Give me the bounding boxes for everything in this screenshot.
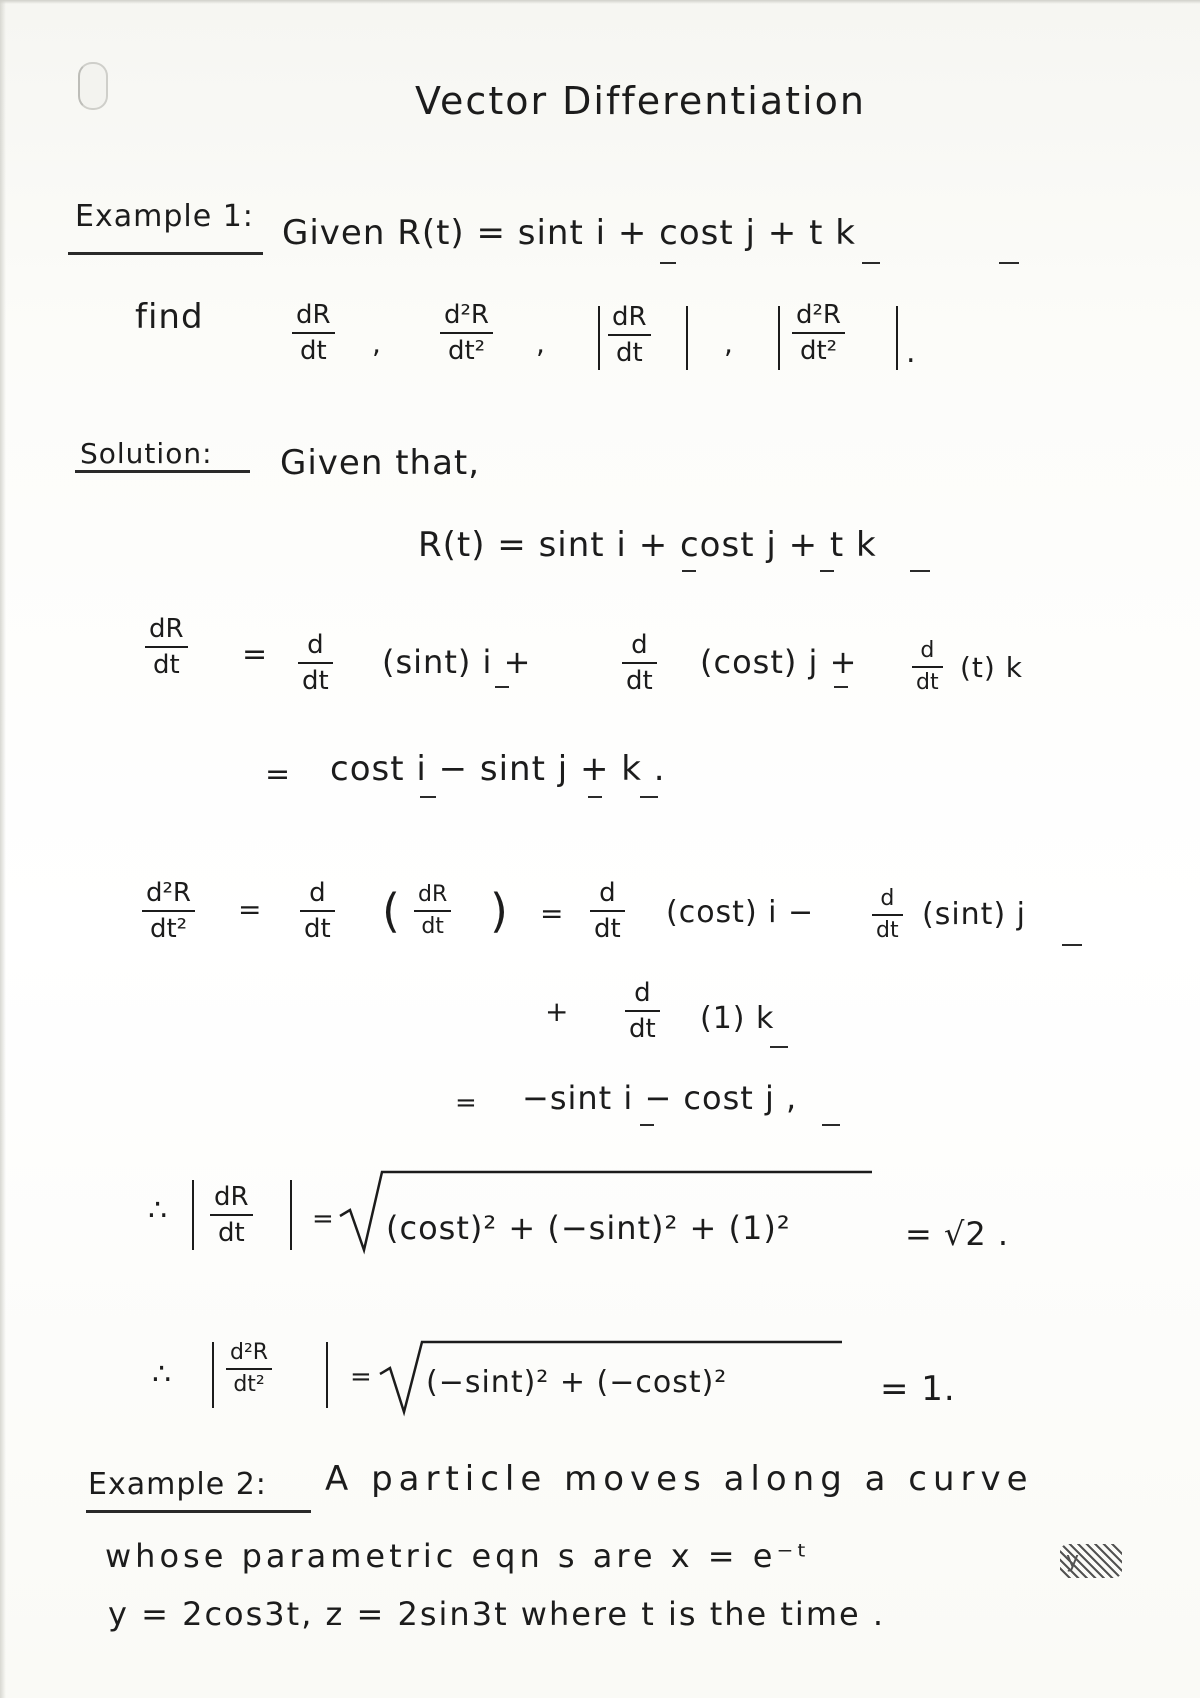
- find-dR-dt: dR dt: [292, 302, 335, 364]
- find-label: find: [135, 297, 204, 337]
- find-separator: ,: [372, 327, 382, 360]
- abs-bar: [212, 1342, 214, 1408]
- abs-bar: [290, 1180, 292, 1250]
- radicand-1: (cost)² + (−sint)² + (1)²: [386, 1209, 791, 1247]
- find-abs-dR-dt: dR dt: [608, 304, 651, 366]
- inner-dR-dt: dR dt: [414, 884, 451, 938]
- radicand-2: (−sint)² + (−cost)²: [426, 1365, 728, 1400]
- abs-bar: [192, 1180, 194, 1250]
- example2-underline: [86, 1510, 311, 1513]
- mag1-result: = √2 .: [905, 1215, 1010, 1253]
- example2-line1: A particle moves along a curve: [325, 1459, 1034, 1499]
- find-abs-d2R-dt2: d²R dt²: [792, 302, 845, 364]
- term-cost-i: (cost) i −: [666, 895, 815, 930]
- term-cost-j: (cost) j +: [700, 643, 858, 681]
- therefore-symbol: ∴: [152, 1357, 173, 1392]
- equals-sign: =: [265, 757, 292, 792]
- d-dt-operator: d dt: [622, 632, 657, 694]
- example1-given: Given R(t) = sint i + cost j + t k: [282, 213, 856, 253]
- abs-bar: [598, 306, 600, 370]
- term-1-k: (1) k: [700, 1001, 775, 1036]
- example1-label: Example 1:: [75, 199, 254, 234]
- equals-sign: =: [238, 893, 263, 926]
- find-separator: ,: [724, 327, 734, 360]
- dR-dt-lhs: dR dt: [145, 616, 188, 678]
- abs-bar: [686, 306, 688, 370]
- page-top-edge: [0, 0, 1200, 4]
- plus-sign: +: [545, 995, 570, 1028]
- solution-label: Solution:: [80, 437, 213, 470]
- d2R-dt2-result: −sint i − cost j ,: [522, 1079, 798, 1117]
- equals-sign: =: [540, 897, 565, 930]
- abs-bar: [896, 306, 898, 370]
- solution-intro: Given that,: [280, 443, 481, 483]
- therefore-symbol: ∴: [148, 1193, 169, 1228]
- find-separator: ,: [536, 327, 546, 360]
- example2-line3: y = 2cos3t, z = 2sin3t where t is the time .: [108, 1595, 886, 1633]
- binder-hole: [78, 62, 108, 110]
- term-t-k: (t) k: [960, 651, 1023, 684]
- example2-label: Example 2:: [88, 1467, 267, 1502]
- example1-underline: [68, 252, 263, 255]
- page-title: Vector Differentiation: [415, 79, 866, 123]
- page-edge-shadow: [0, 0, 6, 1698]
- d-dt-operator: d dt: [912, 640, 943, 694]
- d-dt-operator: d dt: [298, 632, 333, 694]
- equation-R: R(t) = sint i + cost j + t k: [418, 525, 877, 565]
- dR-dt-result: cost i − sint j + k .: [330, 749, 666, 789]
- equals-sign: =: [312, 1204, 335, 1234]
- solution-underline: [75, 470, 250, 473]
- d2R-dt2-lhs: d²R dt²: [142, 880, 195, 942]
- find-d2R-dt2: d²R dt²: [440, 302, 493, 364]
- d-dt-operator: d dt: [300, 880, 335, 942]
- mag-d2R-dt2: d²R dt²: [226, 1342, 272, 1396]
- d-dt-operator: d dt: [625, 980, 660, 1042]
- mag-dR-dt: dR dt: [210, 1184, 253, 1246]
- paren-open: (: [382, 884, 401, 938]
- d-dt-operator: d dt: [590, 880, 625, 942]
- equals-sign: =: [455, 1088, 478, 1118]
- equals-sign: =: [350, 1362, 373, 1392]
- equals-sign: =: [242, 637, 269, 672]
- term-sint-i: (sint) i +: [382, 643, 532, 681]
- scribble-mark: y: [1060, 1544, 1122, 1578]
- find-end: .: [906, 335, 917, 370]
- abs-bar: [326, 1342, 328, 1408]
- paren-close: ): [490, 884, 509, 938]
- term-sint-j: (sint) j: [922, 897, 1027, 932]
- example2-line2: whose parametric eqn s are x = e⁻ᵗ: [105, 1537, 811, 1575]
- mag2-result: = 1.: [880, 1369, 956, 1409]
- d-dt-operator: d dt: [872, 888, 903, 942]
- abs-bar: [778, 306, 780, 370]
